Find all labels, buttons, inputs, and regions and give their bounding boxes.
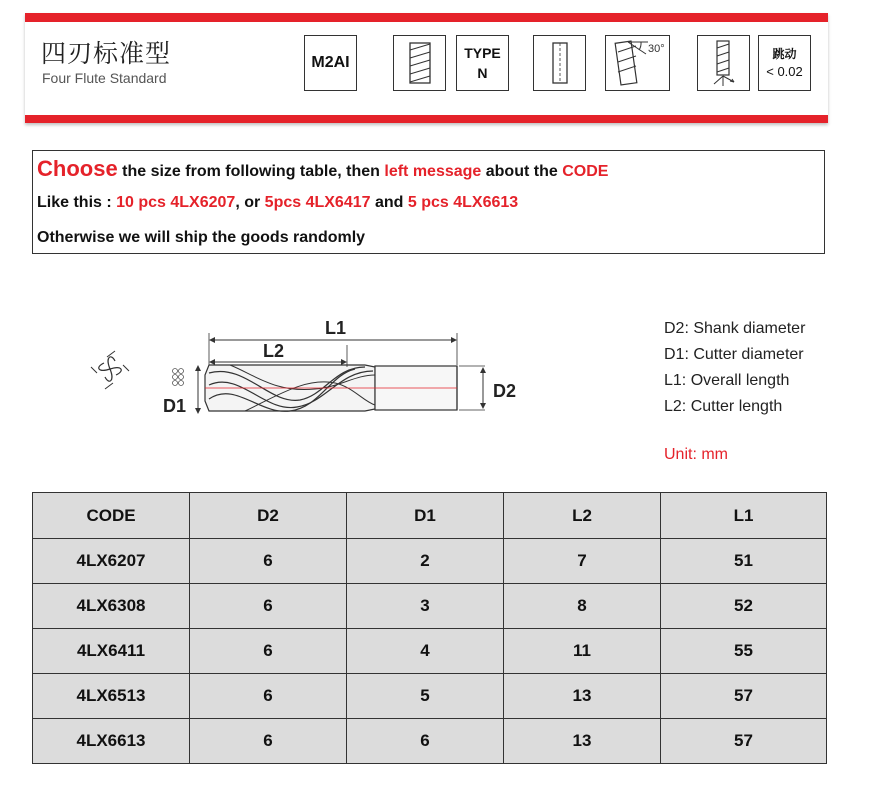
header-banner (25, 13, 828, 123)
left-message-text: left message (384, 163, 482, 180)
cell-code: 4LX6308 (33, 584, 190, 629)
column-header: CODE (33, 493, 190, 539)
cell-code: 4LX6411 (33, 629, 190, 674)
size-table (32, 492, 827, 764)
cell-l1: 55 (661, 629, 827, 674)
notice-line-3: Otherwise we will ship the goods randomly (37, 229, 366, 246)
notice-text: Like this : (37, 194, 117, 211)
legend-item: D2: Shank diameter (664, 320, 806, 337)
shank-icon (533, 35, 586, 91)
cell-d2: 6 (190, 629, 347, 674)
d2-label: D2 (493, 381, 517, 401)
cell-d2: 6 (190, 674, 347, 719)
column-header: D2 (190, 493, 347, 539)
table-row (33, 539, 827, 584)
table-row (33, 674, 827, 719)
notice-line-2 (37, 194, 518, 212)
cell-d2: 6 (190, 584, 347, 629)
cell-code: 4LX6513 (33, 674, 190, 719)
notice-text: about the (481, 163, 563, 180)
d1-label: D1 (163, 396, 187, 416)
type-value: N (477, 65, 488, 81)
notice-text: the size from following table, then (117, 163, 385, 180)
l2-label: L2 (263, 341, 285, 361)
table-row (33, 629, 827, 674)
code-text: CODE (562, 163, 609, 180)
runout-badge (758, 35, 811, 91)
end-mill-diagram (85, 305, 535, 435)
legend-item: L2: Cutter length (664, 398, 783, 415)
cell-d1: 4 (347, 629, 504, 674)
cell-l1: 57 (661, 674, 827, 719)
legend-item: D1: Cutter diameter (664, 346, 804, 363)
cell-code: 4LX6613 (33, 719, 190, 764)
cell-d2: 6 (190, 539, 347, 584)
column-header: L2 (504, 493, 661, 539)
runout-label: 跳动 (772, 47, 797, 61)
m2al-label: M2AI (311, 54, 350, 71)
cell-l2: 13 (504, 719, 661, 764)
cutting-icon (697, 35, 750, 91)
column-header: D1 (347, 493, 504, 539)
end-mill-body (205, 365, 457, 411)
helix-angle-label: 30° (647, 43, 665, 55)
cell-l1: 51 (661, 539, 827, 584)
cell-d1: 3 (347, 584, 504, 629)
size-markers (173, 369, 184, 386)
table-header-row (33, 493, 827, 539)
type-n-badge (456, 35, 509, 91)
cell-l2: 11 (504, 629, 661, 674)
helix-angle-icon (605, 35, 670, 91)
banner-title-chinese: 四刃标准型 (41, 39, 172, 68)
unit-note: Unit: mm (664, 446, 728, 463)
notice-line-1 (37, 156, 608, 182)
table-row (33, 584, 827, 629)
cell-l1: 57 (661, 719, 827, 764)
cell-l1: 52 (661, 584, 827, 629)
cell-l2: 13 (504, 674, 661, 719)
example-3: 5 pcs 4LX6613 (407, 194, 519, 211)
cell-d1: 6 (347, 719, 504, 764)
choose-word: Choose (37, 156, 118, 181)
cell-d1: 5 (347, 674, 504, 719)
notice-text: and (370, 194, 408, 211)
cell-l2: 8 (504, 584, 661, 629)
flute-icon (393, 35, 446, 91)
runout-value: < 0.02 (766, 64, 803, 79)
dimension-legend (664, 316, 805, 420)
banner-title-english: Four Flute Standard (42, 70, 167, 86)
example-1: 10 pcs 4LX6207 (116, 194, 236, 211)
table-row (33, 719, 827, 764)
example-2: 5pcs 4LX6417 (264, 194, 371, 211)
cell-d2: 6 (190, 719, 347, 764)
column-header: L1 (661, 493, 827, 539)
order-notice (32, 150, 825, 254)
l1-label: L1 (325, 318, 347, 338)
m2al-coating-badge (304, 35, 357, 91)
cell-d1: 2 (347, 539, 504, 584)
type-label: TYPE (464, 45, 501, 61)
cell-code: 4LX6207 (33, 539, 190, 584)
banner-panel (25, 22, 828, 115)
cutter-end-view (91, 351, 129, 389)
notice-text: , or (235, 194, 265, 211)
cell-l2: 7 (504, 539, 661, 584)
legend-item: L1: Overall length (664, 372, 790, 389)
